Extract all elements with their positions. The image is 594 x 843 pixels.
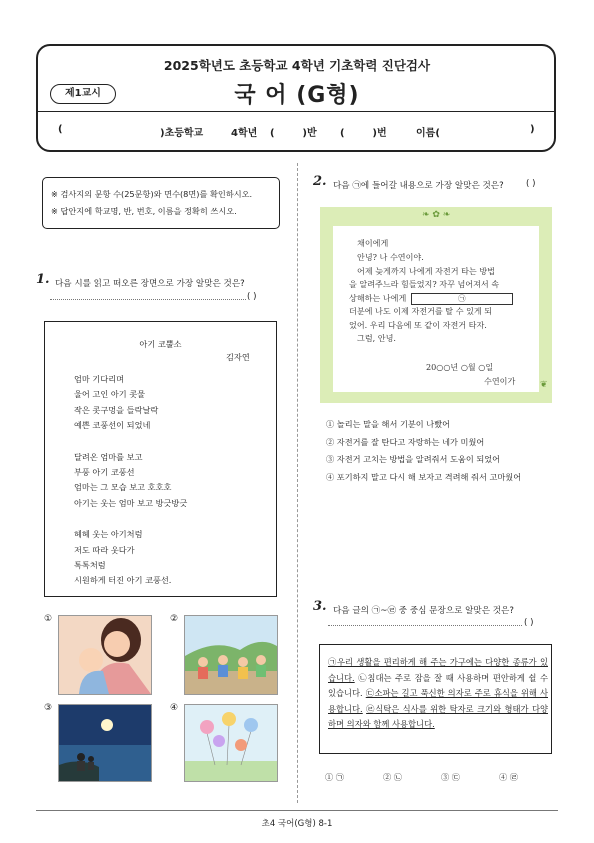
poem-line: 부풍 아기 코풍선 <box>74 467 135 478</box>
passage-sentence-2: ㉡침대는 주로 잠을 잘 때 사용하며 편안하게 쉴 수 있습니다. <box>328 672 548 698</box>
notice-line: ※ 답안지에 학교명, 반, 번호, 이름을 정확히 쓰시오. <box>51 206 237 216</box>
poem-line: 엄마는 그 모습 보고 호호호 <box>74 482 172 493</box>
mother-hugging-baby-illustration[interactable] <box>58 615 152 695</box>
q2-number: 2. <box>313 174 327 189</box>
subject-title: 국 어 (G형) <box>234 83 360 108</box>
poem-line: 헤헤 웃는 아기처럼 <box>74 529 143 540</box>
passage-sentence-4: ㉣식탁은 식사를 위한 탁자로 크기와 형태가 다양하며 의자와 함께 사용합니다. <box>328 703 548 729</box>
q3-choice-4[interactable]: ④ ㉣ <box>499 772 518 782</box>
q2-answer-paren[interactable]: ( ) <box>526 179 536 189</box>
passage-sentence-3: ㉢소파는 길고 푹신한 의자로 주로 휴식을 위해 사용합니다. <box>328 688 548 714</box>
info-grade: 4학년 <box>231 128 258 139</box>
q1-text: 다음 시를 읽고 떠오른 장면으로 가장 알맞은 것은? <box>55 279 245 289</box>
letter-line: 을 알려주느라 힘들었지? 자꾸 넘어져서 속 <box>349 279 500 289</box>
poem-line: 작은 콧구멍을 들락날락 <box>74 404 159 415</box>
letter-line: 상해하는 나에게 <box>349 292 407 303</box>
info-number: ( )번 <box>340 128 387 139</box>
info-class: ( )반 <box>270 128 317 139</box>
leaf-ornament-icon: ❧ ✿ ❧ <box>422 210 451 220</box>
footer-divider <box>36 810 558 811</box>
q3-choice-2[interactable]: ② ㉡ <box>383 772 402 782</box>
night-lake-illustration[interactable] <box>58 704 152 782</box>
q1-choice-4-label[interactable]: ④ <box>170 703 179 713</box>
letter-line: 었어. 우리 다음에 또 같이 자전거 타자. <box>349 319 487 330</box>
poem-line: 엄마 기다리며 <box>74 374 125 384</box>
leaf-corner-icon: ❦ <box>540 380 548 390</box>
q2-choice-4[interactable]: ④ 포기하지 말고 다시 해 보자고 격려해 줘서 고마웠어 <box>326 471 522 482</box>
q1-choice-3-label[interactable]: ③ <box>44 703 53 713</box>
poem-author: 김자연 <box>226 352 250 362</box>
letter-body <box>349 251 537 346</box>
info-paren-close: ) <box>530 124 535 135</box>
poem-line: 저도 따라 웃다가 <box>74 544 135 555</box>
q2-choice-1[interactable]: ① 놀리는 말을 해서 기분이 나빴어 <box>326 419 451 429</box>
q1-dots <box>50 299 246 300</box>
poem-line: 울어 고인 아기 콧물 <box>74 389 146 400</box>
column-divider <box>297 163 298 803</box>
poem-line: 예쁜 코풍선이 되었네 <box>74 420 151 431</box>
letter-blank: ㉠ <box>411 293 513 305</box>
q3-choice-3[interactable]: ③ ㉢ <box>441 772 460 782</box>
letter-line: 어제 늦게까지 나에게 자전거 타는 방법 <box>357 265 495 276</box>
letter-line: 그럼, 안녕. <box>357 333 396 343</box>
q3-number: 3. <box>313 599 327 614</box>
poem-line: 아기는 웃는 엄마 보고 방긋방긋 <box>74 497 188 508</box>
q2-choice-3[interactable]: ③ 자전거 고치는 방법을 알려줘서 도움이 되었어 <box>326 454 501 464</box>
letter-line: 더분에 나도 이제 자전거를 탈 수 있게 되 <box>349 306 493 316</box>
page-footer: 초4 국어(G형) 8-1 <box>261 819 333 829</box>
notice-line: ※ 검사지의 문항 수(25문항)와 면수(8면)를 확인하시오. <box>51 189 253 199</box>
info-school: )초등학교 <box>160 128 204 139</box>
letter-date: 20○○년 ○월 ○일 <box>426 362 494 372</box>
passage-sentence-1: ㉠우리 생활을 편리하게 해 주는 가구에는 다양한 종류가 있습니다. <box>328 657 548 683</box>
poem-body <box>74 352 187 589</box>
letter-line: 안녕? 나 수연이야. <box>357 252 424 262</box>
header-divider <box>36 111 556 112</box>
q1-choice-2-label[interactable]: ② <box>170 614 179 624</box>
balloons-illustration[interactable] <box>184 704 278 782</box>
q3-choice-1[interactable]: ① ㉠ <box>325 772 344 782</box>
info-name: 이름( <box>416 128 440 139</box>
exam-title: 2025학년도 초등학교 4학년 기초학력 진단검사 <box>163 58 431 73</box>
q3-passage <box>328 655 548 733</box>
q3-answer-paren[interactable]: ( ) <box>524 618 534 628</box>
q2-choice-2[interactable]: ② 자전거를 잘 탄다고 자랑하는 네가 미웠어 <box>326 436 485 447</box>
q1-answer-paren[interactable]: ( ) <box>247 292 257 302</box>
poem-line: 달려온 엄마를 보고 <box>74 451 143 462</box>
info-paren-open: ( <box>58 124 63 135</box>
children-running-illustration[interactable] <box>184 615 278 695</box>
poem-title: 아기 코뿔소 <box>139 339 182 349</box>
q1-choice-1-label[interactable]: ① <box>44 614 53 624</box>
q1-number: 1. <box>36 272 50 287</box>
period-badge: 제1교시 <box>50 84 116 104</box>
poem-line: 시원하게 터진 아기 코풍선. <box>74 575 172 586</box>
q3-text: 다음 글의 ㉠~㉣ 중 중심 문장으로 알맞은 것은? <box>333 606 514 616</box>
q3-dots <box>328 625 522 626</box>
notice-box <box>42 177 280 229</box>
letter-greeting: 채이에게 <box>357 238 389 248</box>
letter-sign: 수연이가 <box>484 376 516 386</box>
q2-choices <box>326 416 521 486</box>
poem-line: 톡톡처럼 <box>74 560 106 571</box>
q2-text: 다음 ㉠에 들어갈 내용으로 가장 알맞은 것은? <box>333 181 504 191</box>
